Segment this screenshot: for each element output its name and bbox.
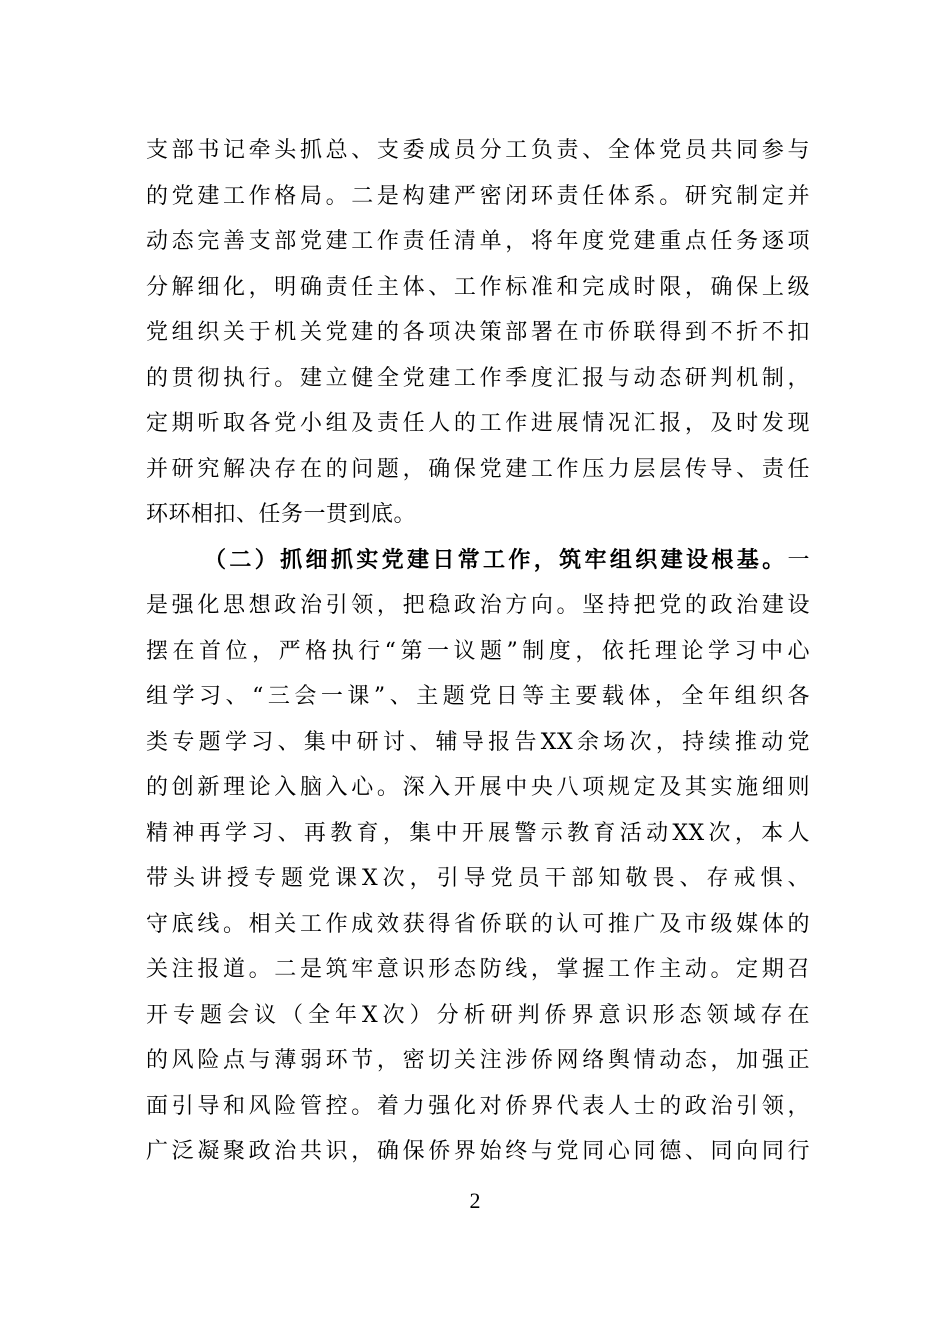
text-line: 的创新理论入脑入心。深入开展中央八项规定及其实施细则 [146,775,810,800]
text-line: 的风险点与薄弱环节，密切关注涉侨网络舆情动态，加强正 [146,1048,810,1073]
text-line: 关注报道。二是筑牢意识形态防线，掌握工作主动。定期召 [146,957,810,982]
text-line: 摆在首位，严格执行“第一议题”制度，依托理论学习中心 [146,638,810,664]
text-line: 党组织关于机关党建的各项决策部署在市侨联得到不折不扣 [146,320,810,345]
heading-tail-text: 一 [787,547,810,573]
text-line: 环环相扣、任务一贯到底。 [146,502,417,527]
text-line: 面引导和风险管控。着力强化对侨界代表人士的政治引领， [146,1093,810,1119]
text-line: 支部书记牵头抓总、支委成员分工负责、全体党员共同参与 [146,138,810,163]
section-heading-line [146,538,810,584]
text-line: 开专题会议（全年X次）分析研判侨界意识形态领域存在 [146,1002,810,1028]
text-line: 是强化思想政治引领，把稳政治方向。坚持把党的政治建设 [146,593,810,618]
text-line: 的党建工作格局。二是构建严密闭环责任体系。研究制定并 [146,183,810,209]
text-line: 精神再学习、再教育，集中开展警示教育活动XX次，本人 [146,820,810,846]
text-line: 并研究解决存在的问题，确保党建工作压力层层传导、责任 [146,456,810,482]
body-text [146,128,810,1175]
text-line: 动态完善支部党建工作责任清单，将年度党建重点任务逐项 [146,229,810,254]
section-heading: （二）抓细抓实党建日常工作，筑牢组织建设根基。 [204,546,788,573]
text-line: 分解细化，明确责任主体、工作标准和完成时限，确保上级 [146,274,810,300]
page-number: 2 [469,1188,481,1213]
text-line: 的贯彻执行。建立健全党建工作季度汇报与动态研判机制， [146,365,810,391]
text-line: 广泛凝聚政治共识，确保侨界始终与党同心同德、同向同行 [146,1139,810,1164]
text-line: 类专题学习、集中研讨、辅导报告XX余场次，持续推动党 [146,729,810,755]
text-line: 带头讲授专题党课X次，引导党员干部知敬畏、存戒惧、 [146,866,810,891]
text-line: 组学习、“三会一课”、主题党日等主要载体，全年组织各 [146,684,810,709]
text-line: 定期听取各党小组及责任人的工作进展情况汇报，及时发现 [146,411,810,436]
text-line: 守底线。相关工作成效获得省侨联的认可推广及市级媒体的 [146,911,810,937]
